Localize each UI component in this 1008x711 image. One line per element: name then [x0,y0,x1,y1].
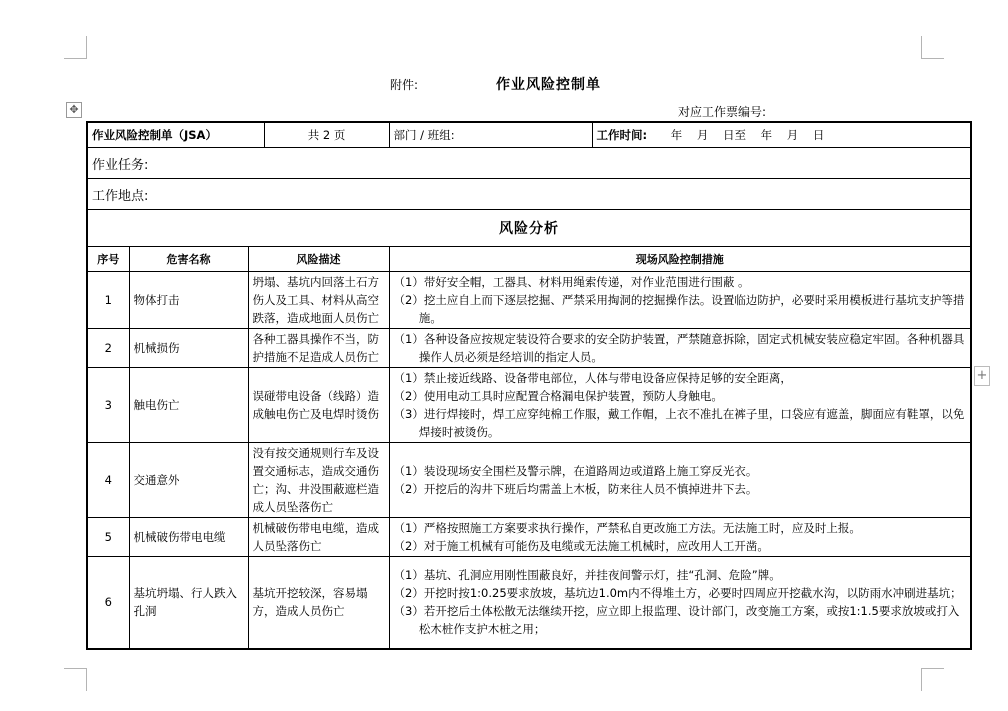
measure-item: （1）装设现场安全围栏及警示牌，在道路周边或道路上施工穿反光衣。 [393,464,758,478]
table-row [87,443,971,518]
measure-item: （1）基坑、孔洞应用刚性围蔽良好，并挂夜间警示灯，挂“孔洞、危险”牌。 [393,568,781,583]
control-measures [389,443,971,518]
col-header-hazard: 危害名称 [129,247,248,272]
measure-item: （1）禁止接近线路、设备带电部位，人体与带电设备应保持足够的安全距离， [393,371,792,385]
col-header-measures: 现场风险控制措施 [389,247,971,272]
measure-item: （1）带好安全帽，工器具、材料用绳索传递，对作业范围进行围蔽 。 [393,275,750,289]
measure-item: （3）进行焊接时，焊工应穿纯棉工作服，戴工作帽，上衣不准扎在裤子里，口袋应有遮盖，脚面应有鞋罩，以免焊接时被烫伤。 [393,407,965,439]
table-move-handle-icon[interactable]: ✥ [66,102,82,118]
table-row [87,368,971,443]
task-cell[interactable]: 作业任务: [87,148,971,179]
measure-item: （2）挖土应自上而下逐层挖掘、严禁采用掏洞的挖掘操作法。设置临边防护，必要时采用模板进行基坑支护等措施。 [393,293,965,325]
control-measures [389,368,971,443]
row-number: 5 [87,518,129,557]
measure-item: （2）开挖时按1:0.25要求放坡，基坑边1.0m内不得堆土方，必要时四周应开挖截水沟，以防雨水冲刷进基坑； [393,586,962,601]
control-measures [389,329,971,368]
hazard-name: 基坑坍塌、行人跌入孔洞 [129,557,248,649]
column-header-row [87,247,971,272]
location-row [87,179,971,210]
page-count-cell: 共 2 页 [264,122,389,148]
measure-item: （2）对于施工机械有可能伤及电缆或无法施工机械时，应改用人工开凿。 [393,539,769,553]
table-row [87,329,971,368]
work-time-value: 年 月 日至 年 月 日 [670,128,825,142]
add-column-icon[interactable]: + [974,366,990,386]
table-row [87,272,971,329]
risk-description: 基坑开挖较深，容易塌方，造成人员伤亡 [248,557,389,649]
col-header-description: 风险描述 [248,247,389,272]
risk-description: 机械破伤带电电缆，造成人员坠落伤亡 [248,518,389,557]
page-corner-mark-bottom-right [921,668,944,691]
work-time-cell[interactable] [592,122,971,148]
task-row [87,148,971,179]
section-title-row [87,210,971,247]
control-measures [389,518,971,557]
measure-item: （2）开挖后的沟井下班后均需盖上木板，防来往人员不慎掉进井下去。 [393,482,758,496]
attachment-label: 附件: [390,78,419,92]
page-corner-mark-top-right [921,36,944,59]
hazard-name: 物体打击 [129,272,248,329]
risk-description: 各种工器具操作不当，防护措施不足造成人员伤亡 [248,329,389,368]
risk-description: 误碰带电设备（线路）造成触电伤亡及电焊时烫伤 [248,368,389,443]
measure-item: （2）使用电动工具时应配置合格漏电保护装置，预防人身触电。 [393,389,723,403]
risk-description: 坍塌、基坑内回落土石方伤人及工具、材料从高空跌落，造成地面人员伤亡 [248,272,389,329]
hazard-name: 机械损伤 [129,329,248,368]
form-header-row [87,122,971,148]
measure-item: （3）若开挖后土体松散无法继续开挖，应立即上报监理、设计部门，改变施工方案，或按1:1.5要求放坡或打入松木桩作支护木桩之用； [393,604,960,637]
risk-control-table [86,121,972,650]
hazard-name: 交通意外 [129,443,248,518]
page-corner-mark-bottom-left [64,668,87,691]
control-measures [389,272,971,329]
measure-item: （1）严格按照施工方案要求执行操作，严禁私自更改施工方法。无法施工时，应及时上报。 [393,521,861,535]
control-measures [389,557,971,649]
hazard-name: 触电伤亡 [129,368,248,443]
location-cell[interactable]: 工作地点: [87,179,971,210]
section-title: 风险分析 [87,210,971,247]
measure-item: （1）各种设备应按规定装设符合要求的安全防护装置，严禁随意拆除，固定式机械安装应稳定牢固。各种机器具操作人员必须是经培训的指定人员。 [393,332,965,364]
document-title: 作业风险控制单 [496,77,601,93]
form-name-cell: 作业风险控制单（JSA） [87,122,264,148]
row-number: 2 [87,329,129,368]
col-header-no: 序号 [87,247,129,272]
table-row [87,557,971,649]
page-corner-mark-top-left [64,36,87,59]
row-number: 4 [87,443,129,518]
work-time-label: 工作时间: [596,128,648,142]
row-number: 6 [87,557,129,649]
row-number: 3 [87,368,129,443]
row-number: 1 [87,272,129,329]
table-row [87,518,971,557]
hazard-name: 机械破伤带电电缆 [129,518,248,557]
risk-description: 没有按交通规则行车及设置交通标志，造成交通伤亡；沟、井没围蔽遮栏造成人员坠落伤亡 [248,443,389,518]
document-header [0,74,1008,94]
ticket-number-label: 对应工作票编号: [678,105,767,119]
department-cell[interactable]: 部门 / 班组: [389,122,592,148]
